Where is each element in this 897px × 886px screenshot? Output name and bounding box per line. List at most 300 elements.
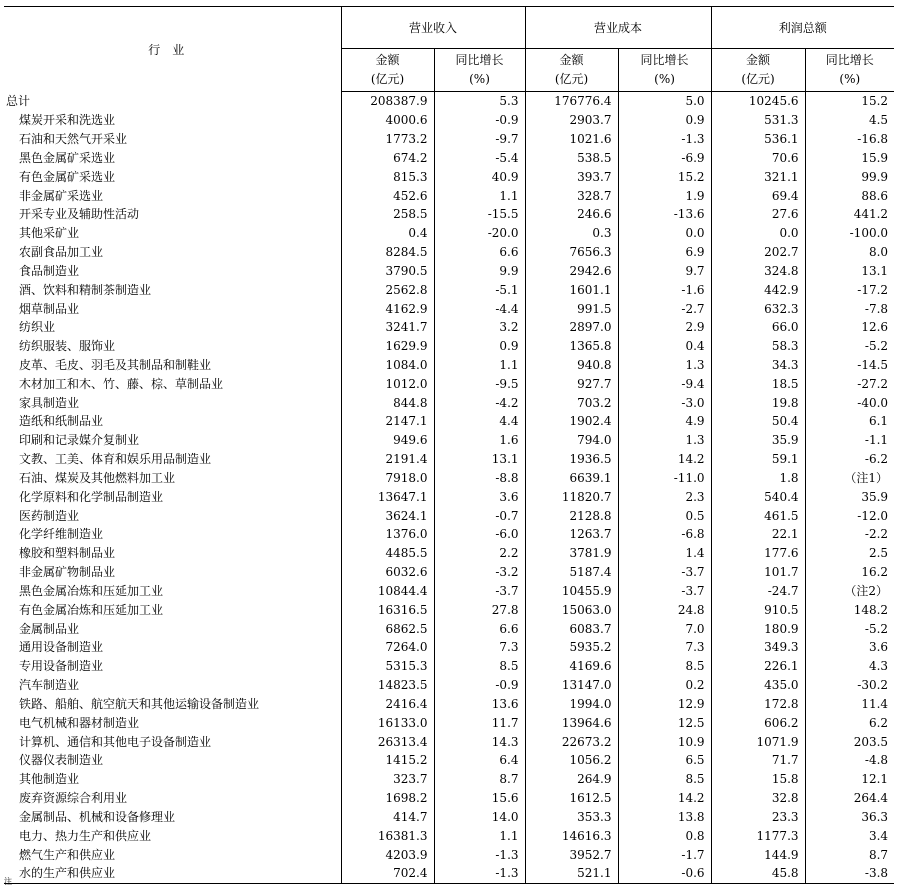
profit-growth-cell: -4.8 [805,751,894,770]
cost-growth-cell: -6.8 [618,525,711,544]
table-row [4,280,894,299]
revenue-growth-cell: 40.9 [434,167,525,186]
cost-amount-cell: 1994.0 [525,695,618,714]
revenue-amount-cell: 1698.2 [341,789,434,808]
profit-growth-cell: 15.2 [805,92,894,111]
table-row [4,506,894,525]
revenue-growth-cell: 2.2 [434,544,525,563]
profit-amount-cell: 59.1 [711,450,805,469]
cost-growth-cell: 0.5 [618,506,711,525]
cost-amount-cell: 328.7 [525,186,618,205]
cost-amount-cell: 2903.7 [525,111,618,130]
industry-name-cell: 文教、工美、体育和娱乐用品制造业 [19,452,212,467]
revenue-amount-cell: 1773.2 [341,130,434,149]
profit-amount-cell: 34.3 [711,356,805,375]
profit-growth-header [805,49,894,92]
cost-growth-cell: -2.7 [618,299,711,318]
cost-amount-cell: 703.2 [525,393,618,412]
revenue-growth-cell: -20.0 [434,224,525,243]
profit-amount-cell: 226.1 [711,657,805,676]
table-row [4,600,894,619]
revenue-growth-cell: -0.9 [434,676,525,695]
cost-amount-cell: 794.0 [525,431,618,450]
revenue-growth-cell: 6.6 [434,243,525,262]
industry-name-cell: 农副食品加工业 [19,245,104,260]
cost-amount-cell: 13147.0 [525,676,618,695]
profit-amount-cell: 71.7 [711,751,805,770]
profit-amount-cell: 70.6 [711,148,805,167]
revenue-amount-cell: 4000.6 [341,111,434,130]
profit-amount-cell: 531.3 [711,111,805,130]
cost-amount-cell: 176776.4 [525,92,618,111]
cost-growth-cell: 5.0 [618,92,711,111]
table-row [4,111,894,130]
industry-name-cell: 有色金属冶炼和压延加工业 [19,602,164,617]
profit-amount-cell: 15.8 [711,770,805,789]
industry-name-cell: 其他采矿业 [19,226,80,241]
revenue-amount-cell: 3241.7 [341,318,434,337]
revenue-amount-cell: 674.2 [341,148,434,167]
revenue-amount-cell: 6862.5 [341,619,434,638]
cost-amount-cell: 5187.4 [525,563,618,582]
profit-growth-cell: （注1） [805,469,894,488]
industry-column-header: 行业 [4,7,341,92]
industry-name-cell: 通用设备制造业 [19,640,104,655]
cost-growth-cell: -3.7 [618,582,711,601]
cost-amount-cell: 521.1 [525,864,618,883]
profit-amount-cell: 19.8 [711,393,805,412]
industry-name-cell: 造纸和纸制品业 [19,414,104,429]
profit-growth-cell: -30.2 [805,676,894,695]
table-row [4,732,894,751]
cost-growth-cell: 2.9 [618,318,711,337]
table-row [4,826,894,845]
profit-growth-cell: 441.2 [805,205,894,224]
industry-name-cell: 医药制造业 [19,508,80,523]
cost-growth-cell: 14.2 [618,450,711,469]
revenue-amount-cell: 702.4 [341,864,434,883]
cost-growth-cell: 0.0 [618,224,711,243]
profit-growth-cell: 13.1 [805,261,894,280]
cost-amount-cell: 5935.2 [525,638,618,657]
revenue-growth-cell: -1.3 [434,864,525,883]
industry-name-cell: 仪器仪表制造业 [19,753,104,768]
header-unit: (%) [469,72,490,86]
profit-amount-cell: 69.4 [711,186,805,205]
profit-growth-cell: 35.9 [805,487,894,506]
revenue-amount-cell: 323.7 [341,770,434,789]
revenue-amount-cell: 6032.6 [341,563,434,582]
revenue-growth-cell: 11.7 [434,713,525,732]
table-row [4,374,894,393]
profit-growth-cell: 3.6 [805,638,894,657]
revenue-amount-cell: 1376.0 [341,525,434,544]
table-row [4,525,894,544]
profit-amount-cell: 321.1 [711,167,805,186]
profit-growth-cell: -12.0 [805,506,894,525]
profit-growth-cell: -7.8 [805,299,894,318]
profit-amount-cell: 632.3 [711,299,805,318]
cost-growth-header [618,49,711,92]
profit-growth-cell: 99.9 [805,167,894,186]
industry-name-cell: 电气机械和器材制造业 [19,715,140,730]
profit-growth-cell: -6.2 [805,450,894,469]
revenue-amount-cell: 1629.9 [341,337,434,356]
table-row [4,487,894,506]
revenue-amount-cell: 414.7 [341,807,434,826]
revenue-amount-cell: 208387.9 [341,92,434,111]
profit-growth-cell: 264.4 [805,789,894,808]
cost-amount-cell: 1612.5 [525,789,618,808]
table-row [4,544,894,563]
profit-growth-cell: 3.4 [805,826,894,845]
profit-amount-cell: 0.0 [711,224,805,243]
table-row [4,412,894,431]
table-row [4,356,894,375]
cost-growth-cell: -9.4 [618,374,711,393]
table-row [4,695,894,714]
revenue-growth-cell: -5.1 [434,280,525,299]
industry-name-cell: 非金属矿采选业 [19,188,104,203]
revenue-amount-cell: 1084.0 [341,356,434,375]
profit-amount-cell: 32.8 [711,789,805,808]
profit-amount-cell: 35.9 [711,431,805,450]
header-unit: (亿元) [554,72,589,86]
revenue-growth-cell: -15.5 [434,205,525,224]
revenue-growth-cell: 14.0 [434,807,525,826]
table-row [4,619,894,638]
industry-name-cell: 专用设备制造业 [19,659,104,674]
revenue-growth-cell: -0.9 [434,111,525,130]
cost-amount-cell: 927.7 [525,374,618,393]
header-unit: (%) [654,72,675,86]
revenue-amount-cell: 13647.1 [341,487,434,506]
revenue-amount-cell: 7264.0 [341,638,434,657]
profit-amount-cell: 177.6 [711,544,805,563]
industry-name-cell: 酒、饮料和精制茶制造业 [19,282,152,297]
profit-amount-cell: 144.9 [711,845,805,864]
revenue-amount-cell: 258.5 [341,205,434,224]
revenue-amount-cell: 2416.4 [341,695,434,714]
cost-growth-cell: 6.9 [618,243,711,262]
profit-amount-cell: 540.4 [711,487,805,506]
profit-amount-cell: 1071.9 [711,732,805,751]
industry-name-cell: 电力、热力生产和供应业 [19,828,152,843]
cost-amount-cell: 11820.7 [525,487,618,506]
cost-growth-cell: 1.3 [618,356,711,375]
cost-amount-cell: 538.5 [525,148,618,167]
profit-growth-cell: 203.5 [805,732,894,751]
industry-name-cell: 黑色金属冶炼和压延加工业 [19,583,164,598]
cost-amount-cell: 7656.3 [525,243,618,262]
profit-growth-cell: 4.3 [805,657,894,676]
cost-amount-cell: 2128.8 [525,506,618,525]
profit-growth-cell: 4.5 [805,111,894,130]
cost-growth-cell: 13.8 [618,807,711,826]
industry-name-cell: 印刷和记录媒介复制业 [19,433,140,448]
profit-amount-cell: 1.8 [711,469,805,488]
cost-amount-cell: 1021.6 [525,130,618,149]
table-row [4,393,894,412]
profit-amount-cell: 461.5 [711,506,805,525]
table-row [4,224,894,243]
profit-growth-cell: （注2） [805,582,894,601]
profit-amount-cell: 202.7 [711,243,805,262]
profit-growth-cell: -40.0 [805,393,894,412]
industry-name-cell: 金属制品业 [19,621,80,636]
profit-growth-cell: -1.1 [805,431,894,450]
cost-growth-cell: 8.5 [618,657,711,676]
revenue-growth-cell: 3.2 [434,318,525,337]
cost-amount-cell: 264.9 [525,770,618,789]
revenue-amount-cell: 0.4 [341,224,434,243]
profit-amount-cell: 66.0 [711,318,805,337]
cost-amount-cell: 246.6 [525,205,618,224]
table-row [4,582,894,601]
industry-name-cell: 铁路、船舶、航空航天和其他运输设备制造业 [19,696,260,711]
cost-growth-cell: -0.6 [618,864,711,883]
header-label: 金额 [375,53,400,67]
revenue-growth-cell: 15.6 [434,789,525,808]
industry-name-cell: 食品制造业 [19,263,80,278]
table-row [4,337,894,356]
cost-amount-cell: 2897.0 [525,318,618,337]
profit-growth-cell: 6.1 [805,412,894,431]
cost-growth-cell: 7.3 [618,638,711,657]
revenue-growth-cell: 14.3 [434,732,525,751]
cost-growth-cell: 10.9 [618,732,711,751]
cost-growth-cell: 1.9 [618,186,711,205]
profit-amount-cell: 435.0 [711,676,805,695]
revenue-amount-cell: 26313.4 [341,732,434,751]
profit-growth-cell: -5.2 [805,337,894,356]
profit-growth-cell: 12.1 [805,770,894,789]
industry-name-cell: 汽车制造业 [19,678,80,693]
industry-name-cell: 总计 [6,94,31,109]
table-row [4,563,894,582]
cost-growth-cell: 9.7 [618,261,711,280]
revenue-amount-cell: 16133.0 [341,713,434,732]
cost-growth-cell: -1.7 [618,845,711,864]
profit-amount-cell: 50.4 [711,412,805,431]
profit-amount-cell: 324.8 [711,261,805,280]
revenue-growth-cell: -9.7 [434,130,525,149]
cost-growth-cell: 2.3 [618,487,711,506]
cost-group-header: 营业成本 [525,7,711,49]
profit-growth-cell: 16.2 [805,563,894,582]
cost-growth-cell: 0.4 [618,337,711,356]
profit-group-header: 利润总额 [711,7,894,49]
header-unit: (%) [839,72,861,86]
industry-name-cell: 木材加工和木、竹、藤、棕、草制品业 [19,376,224,391]
industry-name-cell: 计算机、通信和其他电子设备制造业 [19,734,212,749]
revenue-growth-cell: 9.9 [434,261,525,280]
revenue-growth-cell: 27.8 [434,600,525,619]
revenue-growth-cell: -4.2 [434,393,525,412]
revenue-growth-cell: -4.4 [434,299,525,318]
revenue-growth-cell: 4.4 [434,412,525,431]
cost-growth-cell: -13.6 [618,205,711,224]
profit-amount-cell: 22.1 [711,525,805,544]
profit-growth-cell: 2.5 [805,544,894,563]
profit-amount-cell: 45.8 [711,864,805,883]
revenue-amount-cell: 16381.3 [341,826,434,845]
table-row [4,186,894,205]
cost-growth-cell: -3.7 [618,563,711,582]
industry-name-cell: 家具制造业 [19,395,80,410]
cost-amount-cell: 1263.7 [525,525,618,544]
profit-amount-cell: 606.2 [711,713,805,732]
revenue-growth-cell: 5.3 [434,92,525,111]
cost-growth-cell: 7.0 [618,619,711,638]
table-row [4,318,894,337]
table-row [4,431,894,450]
profit-amount-cell: -24.7 [711,582,805,601]
revenue-amount-header [341,49,434,92]
revenue-amount-cell: 815.3 [341,167,434,186]
profit-amount-cell: 10245.6 [711,92,805,111]
profit-amount-header [711,49,805,92]
header-label: 同比增长 [640,53,689,67]
cost-growth-cell: 8.5 [618,770,711,789]
revenue-growth-cell: 1.1 [434,826,525,845]
cost-amount-cell: 0.3 [525,224,618,243]
revenue-amount-cell: 14823.5 [341,676,434,695]
revenue-growth-cell: 0.9 [434,337,525,356]
cost-growth-cell: 0.8 [618,826,711,845]
industry-name-cell: 纺织业 [19,320,56,335]
industry-name-cell: 黑色金属矿采选业 [19,150,116,165]
cost-amount-cell: 1056.2 [525,751,618,770]
header-label: 同比增长 [455,53,504,67]
revenue-amount-cell: 2147.1 [341,412,434,431]
revenue-amount-cell: 4485.5 [341,544,434,563]
industry-name-cell: 其他制造业 [19,772,80,787]
cost-growth-cell: 14.2 [618,789,711,808]
industry-name-cell: 燃气生产和供应业 [19,847,116,862]
header-label: 同比增长 [825,53,874,67]
table-row [4,167,894,186]
header-label: 金额 [746,53,771,67]
revenue-amount-cell: 5315.3 [341,657,434,676]
revenue-amount-cell: 16316.5 [341,600,434,619]
profit-growth-cell: -100.0 [805,224,894,243]
cost-amount-cell: 3952.7 [525,845,618,864]
profit-growth-cell: 36.3 [805,807,894,826]
table-row [4,751,894,770]
table-row [4,770,894,789]
cost-amount-cell: 1902.4 [525,412,618,431]
profit-growth-cell: 6.2 [805,713,894,732]
cost-amount-cell: 10455.9 [525,582,618,601]
cost-growth-cell: 12.5 [618,713,711,732]
revenue-growth-cell: 6.6 [434,619,525,638]
cost-growth-cell: -1.6 [618,280,711,299]
revenue-growth-cell: 1.1 [434,186,525,205]
profit-growth-cell: 148.2 [805,600,894,619]
industry-statistics-table [4,6,894,884]
revenue-group-header: 营业收入 [341,7,525,49]
profit-amount-cell: 910.5 [711,600,805,619]
cost-growth-cell: 15.2 [618,167,711,186]
revenue-amount-cell: 8284.5 [341,243,434,262]
industry-name-cell: 皮革、毛皮、羽毛及其制品和制鞋业 [19,358,212,372]
industry-name-cell: 化学纤维制造业 [19,527,104,542]
revenue-growth-cell: -8.8 [434,469,525,488]
table-row [4,469,894,488]
industry-name-cell: 水的生产和供应业 [4,864,341,883]
revenue-growth-cell: -3.7 [434,582,525,601]
revenue-growth-cell: 13.6 [434,695,525,714]
revenue-amount-cell: 10844.4 [341,582,434,601]
profit-growth-cell: 8.7 [805,845,894,864]
revenue-growth-cell: 1.6 [434,431,525,450]
profit-amount-cell: 101.7 [711,563,805,582]
profit-growth-cell: -14.5 [805,356,894,375]
profit-amount-cell: 58.3 [711,337,805,356]
cost-growth-cell: 24.8 [618,600,711,619]
cost-growth-cell: -11.0 [618,469,711,488]
profit-growth-cell: -2.2 [805,525,894,544]
revenue-amount-cell: 3790.5 [341,261,434,280]
table-row [4,450,894,469]
revenue-growth-cell: -3.2 [434,563,525,582]
cost-growth-cell: 12.9 [618,695,711,714]
cost-amount-cell: 4169.6 [525,657,618,676]
industry-name-cell: 石油和天然气开采业 [19,132,128,147]
cost-growth-cell: 1.3 [618,431,711,450]
revenue-growth-cell: 8.5 [434,657,525,676]
profit-amount-cell: 442.9 [711,280,805,299]
header-unit: (亿元) [370,72,405,86]
table-row [4,243,894,262]
profit-growth-cell: 8.0 [805,243,894,262]
revenue-amount-cell: 1012.0 [341,374,434,393]
revenue-growth-cell: 7.3 [434,638,525,657]
profit-growth-cell: -3.8 [805,864,894,883]
cost-amount-cell: 6083.7 [525,619,618,638]
cost-amount-cell: 6639.1 [525,469,618,488]
revenue-amount-cell: 4162.9 [341,299,434,318]
revenue-growth-cell: -0.7 [434,506,525,525]
table-row [4,657,894,676]
profit-amount-cell: 27.6 [711,205,805,224]
revenue-amount-cell: 2191.4 [341,450,434,469]
revenue-amount-cell: 949.6 [341,431,434,450]
table-row [4,299,894,318]
industry-name-cell: 煤炭开采和洗选业 [19,113,116,128]
cost-amount-cell: 2942.6 [525,261,618,280]
cost-amount-cell: 353.3 [525,807,618,826]
revenue-amount-cell: 452.6 [341,186,434,205]
table-row [4,638,894,657]
cost-amount-cell: 1365.8 [525,337,618,356]
revenue-growth-cell: -9.5 [434,374,525,393]
table-row [4,148,894,167]
profit-amount-cell: 18.5 [711,374,805,393]
revenue-amount-cell: 4203.9 [341,845,434,864]
industry-name-cell: 开采专业及辅助性活动 [19,207,140,222]
revenue-growth-cell: 13.1 [434,450,525,469]
revenue-amount-cell: 7918.0 [341,469,434,488]
industry-name-cell: 纺织服装、服饰业 [19,339,116,354]
table-row [4,713,894,732]
table-body [4,92,894,884]
profit-growth-cell: 11.4 [805,695,894,714]
footnote-prefix: 注 [4,877,12,886]
cost-growth-cell: -3.0 [618,393,711,412]
table-row [4,261,894,280]
